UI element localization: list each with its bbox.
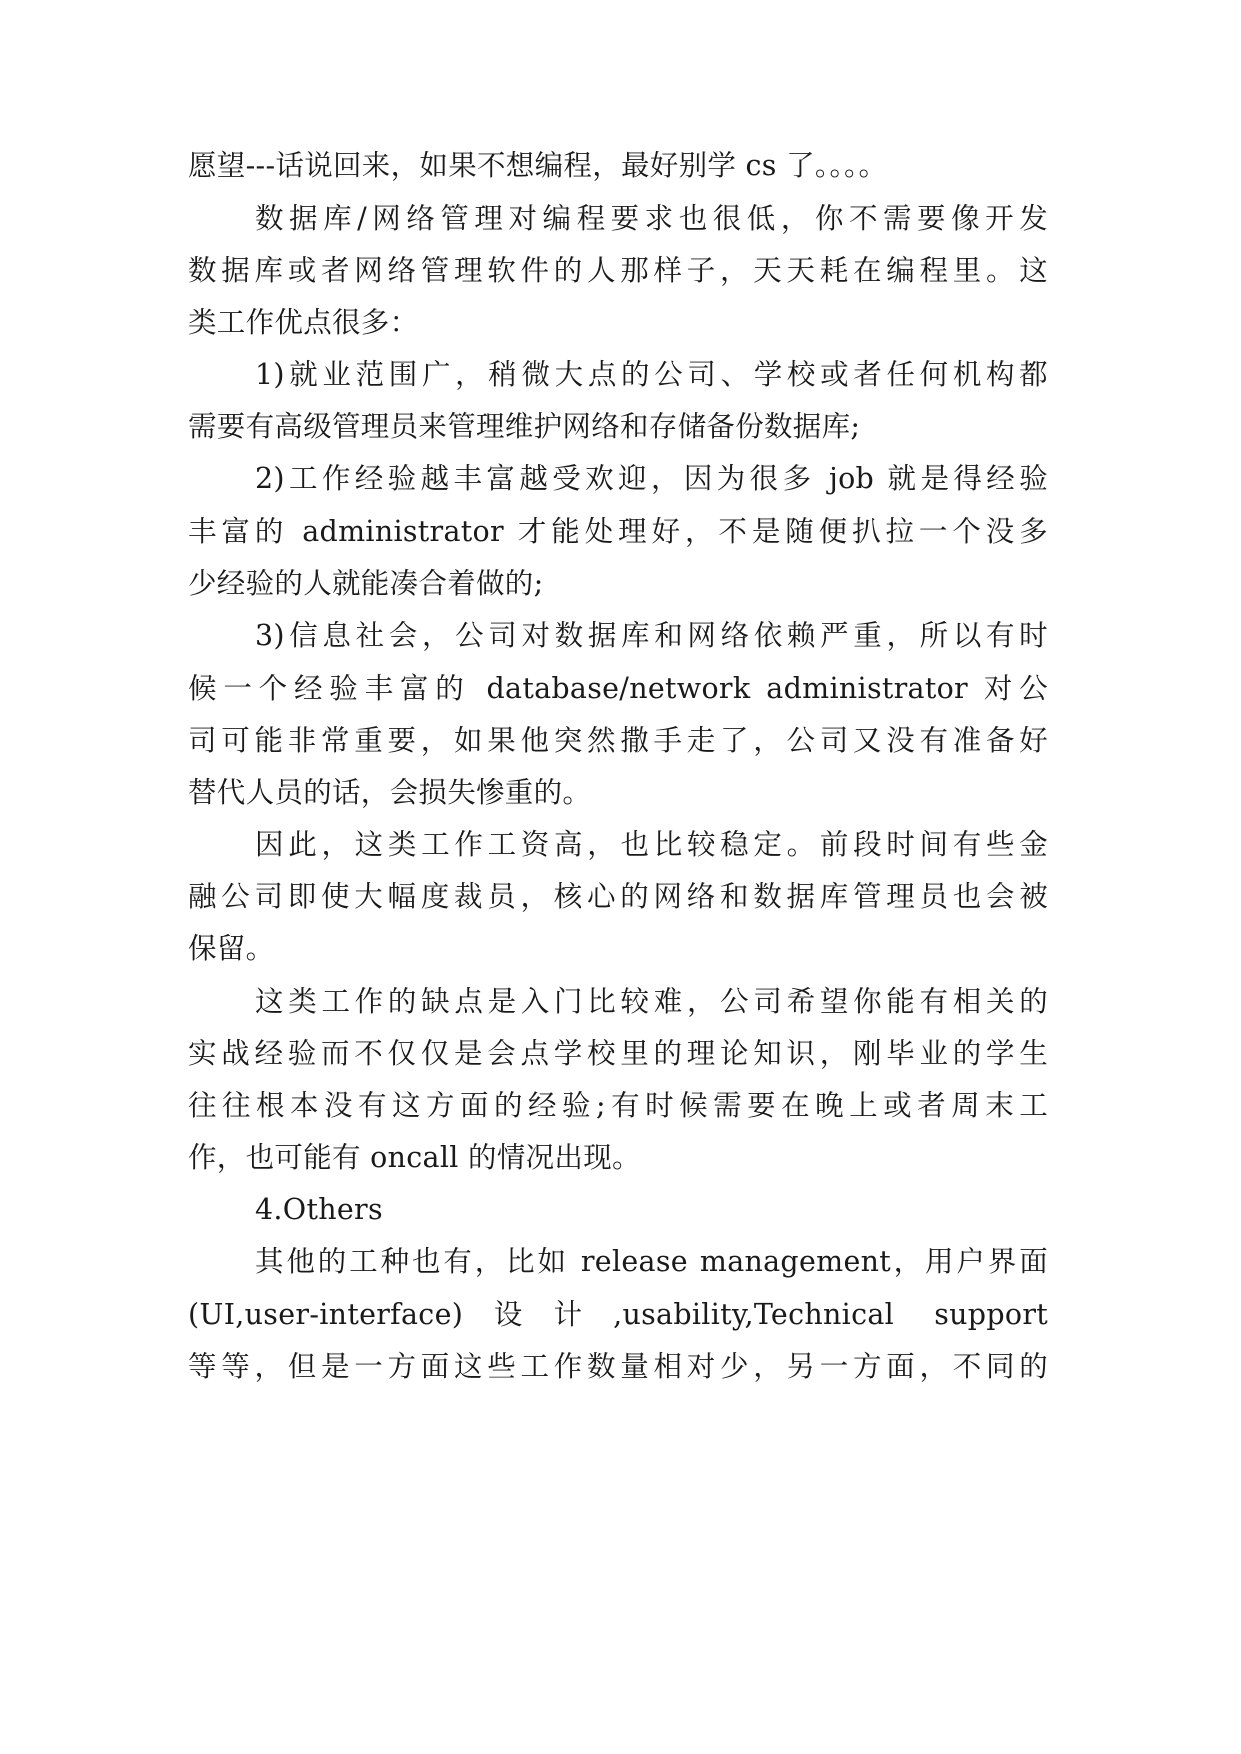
text-line: 往往根本没有这方面的经验;有时候需要在晚上或者周末工 bbox=[188, 1089, 1048, 1122]
text-line: 丰富的 administrator 才能处理好，不是随便扒拉一个没多 bbox=[188, 515, 1048, 548]
text-line: 少经验的人就能凑合着做的; bbox=[188, 567, 544, 600]
text-line: 司可能非常重要，如果他突然撒手走了，公司又没有准备好 bbox=[188, 724, 1048, 757]
text-line: 保留。 bbox=[188, 932, 275, 965]
section-heading: 4.Others bbox=[255, 1193, 383, 1226]
text-line: 候一个经验丰富的 database/network administrator 对公 bbox=[188, 672, 1048, 705]
text-line: 1)就业范围广，稍微大点的公司、学校或者任何机构都 bbox=[255, 358, 1048, 391]
text-line: 其他的工种也有，比如 release management，用户界面 bbox=[255, 1245, 1048, 1278]
text-line: 类工作优点很多： bbox=[188, 306, 419, 339]
text-line: 愿望---话说回来，如果不想编程，最好别学 cs 了。。。。 bbox=[188, 149, 888, 182]
text-line: 作，也可能有 oncall 的情况出现。 bbox=[188, 1141, 641, 1174]
text-line: 2)工作经验越丰富越受欢迎，因为很多 job 就是得经验 bbox=[255, 462, 1048, 495]
text-line: 实战经验而不仅仅是会点学校里的理论知识，刚毕业的学生 bbox=[188, 1037, 1048, 1070]
text-line: 需要有高级管理员来管理维护网络和存储备份数据库; bbox=[188, 410, 861, 443]
text-line: 融公司即使大幅度裁员，核心的网络和数据库管理员也会被 bbox=[188, 880, 1048, 913]
text-line: 这类工作的缺点是入门比较难，公司希望你能有相关的 bbox=[255, 985, 1048, 1018]
text-line: 3)信息社会，公司对数据库和网络依赖严重，所以有时 bbox=[255, 619, 1048, 652]
text-line: 替代人员的话，会损失惨重的。 bbox=[188, 776, 592, 809]
text-line: 因此，这类工作工资高，也比较稳定。前段时间有些金 bbox=[255, 828, 1048, 861]
text-line: 数据库或者网络管理软件的人那样子，天天耗在编程里。这 bbox=[188, 254, 1048, 287]
text-line: (UI,user-interface)设计,usability,Technical support bbox=[188, 1298, 1048, 1331]
text-line: 数据库/网络管理对编程要求也很低，你不需要像开发 bbox=[255, 202, 1048, 235]
text-line: 等等，但是一方面这些工作数量相对少，另一方面，不同的 bbox=[188, 1350, 1048, 1383]
